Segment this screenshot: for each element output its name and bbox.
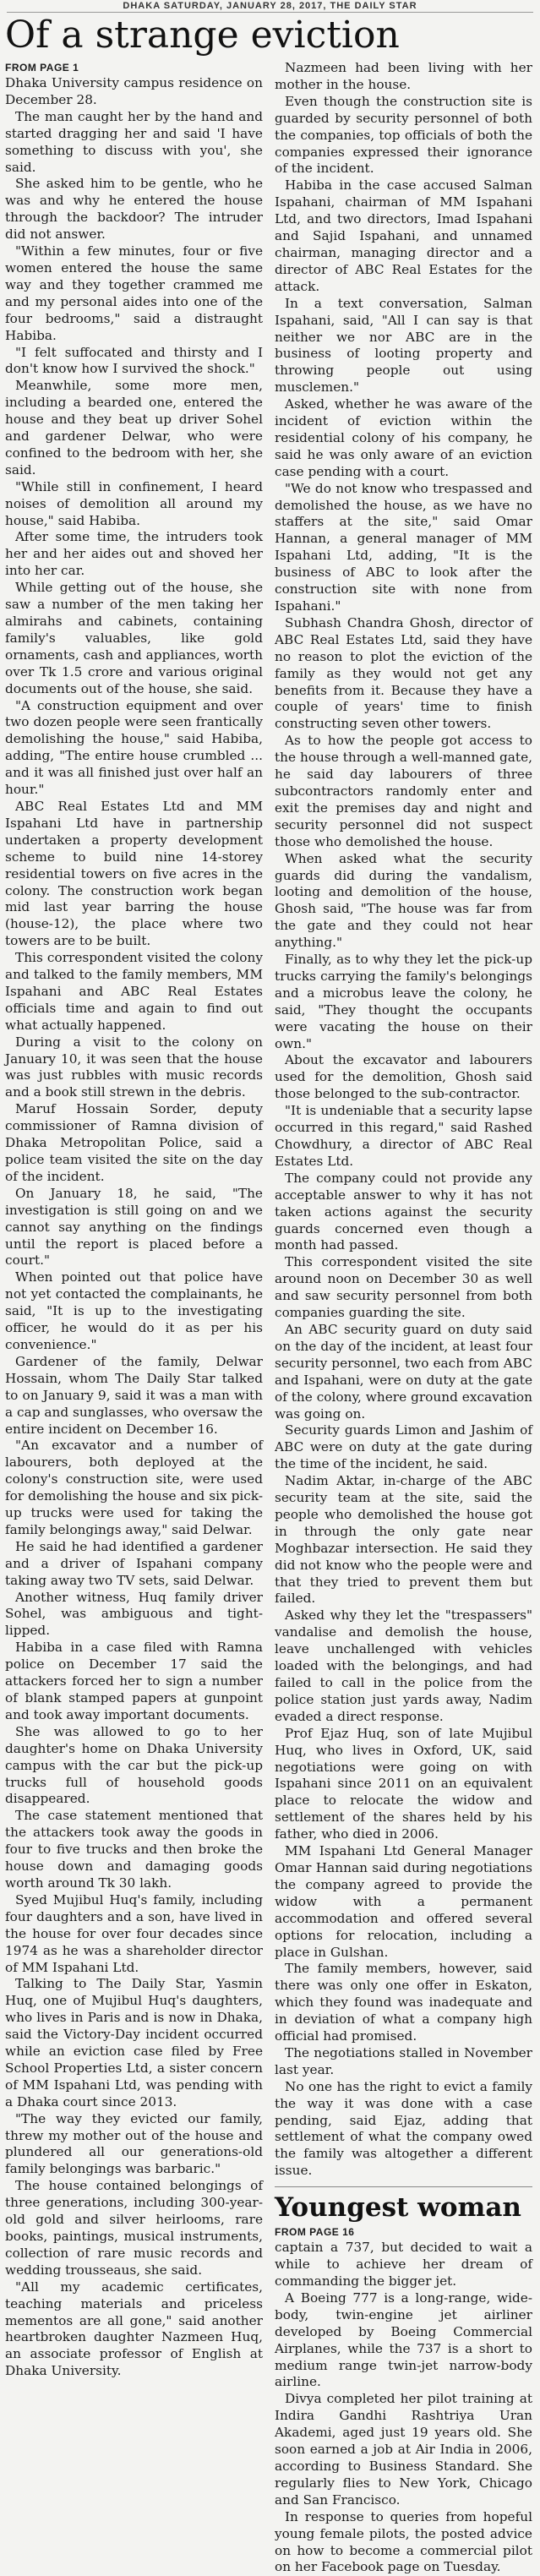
article-paragraph: Subhash Chandra Ghosh, director of ABC Real Estates Ltd, said they have no reason to plot the eviction of the family as they would not get any benefits from it. Because they have a couple of years' time to finish constructing seven other towers. (275, 614, 532, 732)
article-paragraph: Asked why they let the "trespassers" vandalise and demolish the house, leave unchallenged with vehicles loaded with the belongings, and had failed to call in the police from the police station just yards away, Nadim evaded a direct response. (275, 1607, 532, 1724)
article-paragraph: Syed Mujibul Huq's family, including four daughters and a son, have lived in the house for over four decades since 1974 as he was a shareholder director of MM Ispahani Ltd. (5, 1891, 263, 1975)
article-paragraph: MM Ispahani Ltd General Manager Omar Hannan said during negotiations the company agreed to provide the widow with a permanent accommodation and offered several options for relocation, including a place in Gulshan. (275, 1843, 532, 1960)
article-paragraph: He said he had identified a gardener and a driver of Ispahani company taking away two TV sets, said Delwar. (5, 1538, 263, 1588)
article-paragraph: No one has the right to evict a family the way it was done with a case pending, said Ejaz, adding that settlement of what the company owed the family was altogether a different issue. (275, 2078, 532, 2179)
article-paragraph: As to how the people got access to the house through a well-manned gate, he said day labourers of three subcontractors randomly enter and exit the premises day and night and security personnel did not suspect those who demolished the house. (275, 733, 532, 849)
article-paragraph: "All my academic certificates, teaching materials and priceless mementos are all gone," said another heartbroken daughter Nazmeen Huq, an associate professor of English at Dhaka University. (5, 2279, 263, 2379)
second-article-paragraph: captain a 737, but decided to wait a while to achieve her dream of commanding the bigger jet. (275, 2240, 532, 2289)
article-paragraph: "Within a few minutes, four or five women entered the house the same way and they together crammed me and my personal aides into one of the four bedrooms," said a distraught Habiba. (5, 243, 263, 343)
article-paragraph: When pointed out that police have not yet contacted the complainants, he said, "It is up to the investigating officer, he would do it as per his convenience." (5, 1269, 263, 1352)
article-paragraph: "An excavator and a number of labourers, both deployed at the colony's construction site, were used for demolishing the house and six pick-up trucks were used for taking the family belongings away," said Delwar. (5, 1438, 263, 1537)
column-left (5, 60, 263, 2576)
article-paragraph: During a visit to the colony on January 10, it was seen that the house was just rubbles with music records and a book still strewn in the debris. (5, 1034, 263, 1100)
article-paragraph: Nazmeen had been living with her mother in the house. (275, 60, 532, 92)
article-paragraph: Meanwhile, some more men, including a bearded one, entered the house and they beat up driver Sohel and gardener Delwar, who were confined to the bedroom with her, she said. (5, 378, 263, 478)
article-paragraph: Gardener of the family, Delwar Hossain, whom The Daily Star talked to on January 9, said it was a man with a cap and sunglasses, who oversaw the entire incident on December 16. (5, 1353, 263, 1437)
article-paragraph: While getting out of the house, she saw a number of the men taking her almirahs and cabinets, containing family's valuables, like gold ornaments, cash and appliances, worth over Tk 1.5 crore and various original documents out of the house, she said. (5, 580, 263, 696)
article-paragraph: After some time, the intruders took her and her aides out and shoved her into her car. (5, 529, 263, 579)
article-paragraph: Finally, as to why they let the pick-up trucks carrying the family's belongings and a microbus leave the colony, he said, "They thought the occupants were vacating the house on their own." (275, 952, 532, 1051)
article-paragraph: Maruf Hossain Sorder, deputy commissioner of Ramna division of Dhaka Metropolitan Police, said a police team visited the site on the day of the incident. (5, 1101, 263, 1184)
article-paragraph: This correspondent visited the site around noon on December 30 as well and saw security personnel from both companies guarding the site. (275, 1254, 532, 1321)
article-paragraph: "A construction equipment and over two dozen people were seen frantically demolishing the house," said Habiba, adding, "The entire house crumbled ... and it was all finished just over half an hour." (5, 697, 263, 798)
article-paragraph: When asked what the security guards did during the vandalism, looting and demolition of the house, Ghosh said, "The house was far from the gate and they could not hear anything." (275, 850, 532, 951)
article-columns (0, 60, 540, 2576)
article-headline: Of a strange eviction (5, 14, 400, 57)
article-paragraph: Even though the construction site is guarded by security personnel of both the companies, top officials of both the companies expressed their ignorance of the incident. (275, 93, 532, 177)
article-paragraph: Dhaka University campus residence on December 28. (5, 75, 263, 107)
article-paragraph: The case statement mentioned that the attackers took away the goods in four to five trucks and then broke the house down and damaging goods worth around Tk 30 lakh. (5, 1808, 263, 1891)
article-paragraph: Security guards Limon and Jashim of ABC were on duty at the gate during the time of the incident, he said. (275, 1422, 532, 1472)
continuation-label: FROM PAGE 1 (5, 62, 79, 74)
article-paragraph: She asked him to be gentle, who he was and why he entered the house through the backdoor? The intruder did not answer. (5, 176, 263, 243)
article-paragraph: Nadim Aktar, in-charge of the ABC security team at the site, said the people who demolished the house got in through the only gate near Moghbazar intersection. He said they did not know who the people were and that they tried to prevent them but failed. (275, 1473, 532, 1607)
masthead: DHAKA SATURDAY, JANUARY 28, 2017, THE DAILY STAR (7, 0, 533, 13)
article-paragraph: The man caught her by the hand and started dragging her and said 'I have something to discuss with you', she said. (5, 108, 263, 175)
article-paragraph: The family members, however, said there was only one offer in Eskaton, which they found was inadequate and in deviation of what a company high official had promised. (275, 1961, 532, 2044)
article-paragraph: "While still in confinement, I heard noises of demolition all around my house," said Habiba. (5, 478, 263, 528)
article-paragraph: The house contained belongings of three generations, including 300-year-old gold and silver heirlooms, rare books, paintings, musical instruments, collection of rare music records and wedding trousseaus, she said. (5, 2178, 263, 2278)
second-article-paragraph: Divya completed her pilot training at Indira Gandhi Rashtriya Uran Akademi, aged just 19 years old. She soon earned a job at Air India in 2006, according to Business Standard. She regularly flies to New York, Chicago and San Francisco. (275, 2391, 532, 2508)
article-paragraph: Asked, whether he was aware of the incident of eviction within the residential colony of his company, he said he was only aware of an eviction case pending with a court. (275, 396, 532, 479)
column-right (275, 60, 532, 2576)
article-paragraph: The company could not provide any acceptable answer to why it has not taken actions against the security guards concerned even though a month had passed. (275, 1170, 532, 1253)
article-paragraph: On January 18, he said, "The investigation is still going on and we cannot say anything on the findings until the report is placed before a court." (5, 1185, 263, 1269)
article-paragraph: Habiba in a case filed with Ramna police on December 17 said the attackers forced her to sign a number of blank stamped papers at gunpoint and took away important documents. (5, 1640, 263, 1722)
article-paragraph: "The way they evicted our family, threw my mother out of the house and plundered all our generations-old family belongings was barbaric." (5, 2110, 263, 2177)
article-paragraph: Prof Ejaz Huq, son of late Mujibul Huq, who lives in Oxford, UK, said negotiations were going on with Ispahani since 2011 on an equivalent place to relocate the widow and settlement of the shares held by his father, who died in 2006. (275, 1725, 532, 1842)
article-paragraph: She was allowed to go to her daughter's home on Dhaka University campus with the car but the pick-up trucks full of household goods disappeared. (5, 1723, 263, 1807)
article-paragraph: Habiba in the case accused Salman Ispahani, chairman of MM Ispahani Ltd, and two directors, Imad Ispahani and Sajid Ispahani, and unnamed chairman, managing director and a director of ABC Real Estates for the attack. (275, 177, 532, 294)
article-paragraph: In a text conversation, Salman Ispahani, said, "All I can say is that neither we nor ABC are in the business of looting property and throwing people out using musclemen." (275, 295, 532, 396)
article-paragraph: Talking to The Daily Star, Yasmin Huq, one of Mujibul Huq's daughters, who lives in Paris and is now in Dhaka, said the Victory-Day incident occurred while an eviction case filed by Free School Properties Ltd, a sister concern of MM Ispahani Ltd, was pending with a Dhaka court since 2013. (5, 1976, 263, 2109)
article-paragraph: "It is undeniable that a security lapse occurred in this regard," said Rashed Chowdhury, a director of ABC Real Estates Ltd. (275, 1103, 532, 1169)
article-paragraph: This correspondent visited the colony and talked to the family members, MM Ispahani and ABC Real Estates officials time and again to find out what actually happened. (5, 950, 263, 1033)
second-continuation-label: FROM PAGE 16 (275, 2226, 355, 2239)
second-article-paragraph: A Boeing 777 is a long-range, wide-body, twin-engine jet airliner developed by Boeing Commercial Airplanes, while the 737 is a short to medium range twin-jet narrow-body airline. (275, 2289, 532, 2390)
article-paragraph: About the excavator and labourers used for the demolition, Ghosh said those belonged to the sub-contractor. (275, 1052, 532, 1102)
article-paragraph: Another witness, Huq family driver Sohel, was ambiguous and tight-lipped. (5, 1589, 263, 1639)
article-paragraph: An ABC security guard on duty said on the day of the incident, at least four security personnel, two each from ABC and Ispahani, were on duty at the gate of the colony, where ground excavation was going on. (275, 1321, 532, 1422)
article-paragraph: "I felt suffocated and thirsty and I don't know how I survived the shock." (5, 344, 263, 377)
article-paragraph: ABC Real Estates Ltd and MM Ispahani Ltd have in partnership undertaken a property development scheme to build nine 14-storey residential towers on five acres in the colony. The construction work began mid last year barring the house (house-12), the place where two towers are to be built. (5, 798, 263, 949)
second-article-paragraph: In response to queries from hopeful young female pilots, the posted advice on how to become a commercial pilot on her Facebook page on Tuesday. (275, 2508, 532, 2575)
article-paragraph: The negotiations stalled in November last year. (275, 2044, 532, 2077)
article-paragraph: "We do not know who trespassed and demolished the house, as we have no staffers at the site," said Omar Hannan, a general manager of MM Ispahani Ltd, adding, "It is the business of ABC to look after the construction site with none from Ispahani." (275, 480, 532, 614)
second-article-headline: Youngest woman (275, 2186, 532, 2223)
